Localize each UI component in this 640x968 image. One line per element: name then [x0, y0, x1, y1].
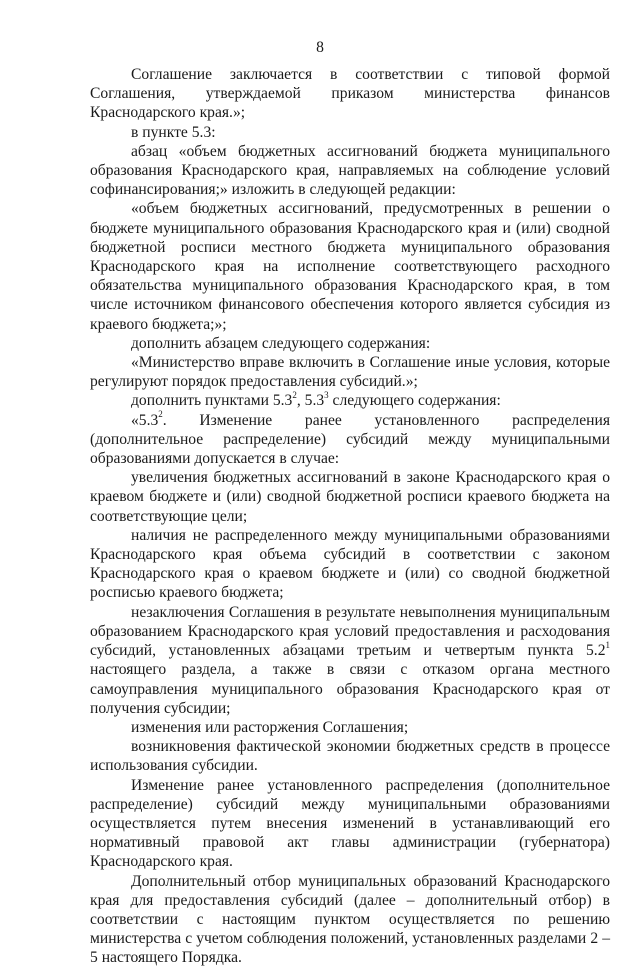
superscript: 1 — [605, 639, 610, 650]
paragraph: увеличения бюджетных ассигнований в законе Краснодарского края о краевом бюджете и (или) сводной бюджетной росписи краевого бюджета на соответствующие цели; — [90, 469, 610, 525]
superscript: 3 — [324, 390, 329, 401]
paragraph-add-points — [90, 391, 610, 410]
paragraph: Соглашение заключается в соответствии с типовой формой Соглашения, утверждаемой приказом министерства финансов Краснодарского края.»; — [90, 66, 610, 122]
text-fragment: дополнить пунктами 5.3 — [131, 392, 293, 410]
paragraph: «объем бюджетных ассигнований, предусмотренных в решении о бюджете муниципального образования Краснодарского края и (или) сводной бюджетной росписи местного бюджета муниципального образования Краснодарского края на исполнение соответствующего расходного обязательства муниципального образования Краснодарского края, в том числе источником финансового обеспечения которого является субсидия из краевого бюджета;»; — [90, 200, 610, 333]
text-fragment: . Изменение ранее установленного распределения (дополнительное распределение) субсидий между муниципальными образованиями допускается в случае: — [90, 411, 610, 468]
superscript: 2 — [292, 390, 297, 401]
paragraph-point-5-3-2 — [90, 411, 610, 469]
text-fragment: незаключения Соглашения в результате невыполнения муниципальным образованием Краснодарского края условий предоставления и расходования субсидий, установленных абзацами третьим и четвертым пункта 5.2 — [90, 603, 610, 660]
superscript: 2 — [158, 409, 163, 420]
paragraph: дополнить абзацем следующего содержания: — [131, 334, 431, 352]
paragraph: Изменение ранее установленного распределения (дополнительное распределение) субсидий между муниципальными образованиями осуществляется путем внесения изменений в устанавливающий его нормативный правовой акт главы администрации (губернатора) Краснодарского края. — [90, 776, 610, 871]
text-fragment: следующего содержания: — [328, 392, 501, 410]
paragraph: возникновения фактической экономии бюджетных средств в процессе использования субсидии. — [90, 738, 610, 775]
paragraph: наличия не распределенного между муниципальными образованиями Краснодарского края объема субсидий в соответствии с законом Краснодарского края о краевом бюджете и (или) со сводной бюджетной росписью краевого бюджета; — [90, 526, 610, 602]
paragraph-non-conclusion — [90, 603, 610, 718]
document-body — [90, 65, 610, 968]
paragraph: Дополнительный отбор муниципальных образований Краснодарского края для предоставления субсидий (далее – дополнительный отбор) в соответствии с настоящим пунктом осуществляется по решению министерства с учетом соблюдения положений, установленных разделами 2 – 5 настоящего Порядка. — [90, 872, 610, 967]
page-number: 8 — [316, 39, 324, 56]
text-fragment: , 5.3 — [296, 392, 325, 410]
paragraph: изменения или расторжения Соглашения; — [131, 718, 409, 736]
paragraph: в пункте 5.3: — [131, 123, 216, 141]
paragraph: «Министерство вправе включить в Соглашение иные условия, которые регулируют порядок предоставления субсидий.»; — [90, 354, 610, 391]
paragraph: абзац «объем бюджетных ассигнований бюджета муниципального образования Краснодарского края, направляемых на соблюдение условий софинансирования;» изложить в следующей редакции: — [90, 142, 610, 199]
text-fragment: «5.3 — [131, 411, 159, 429]
text-fragment: настоящего раздела, а также в связи с отказом органа местного самоуправления муниципального образования Краснодарского края от получения субсидии; — [90, 661, 610, 717]
